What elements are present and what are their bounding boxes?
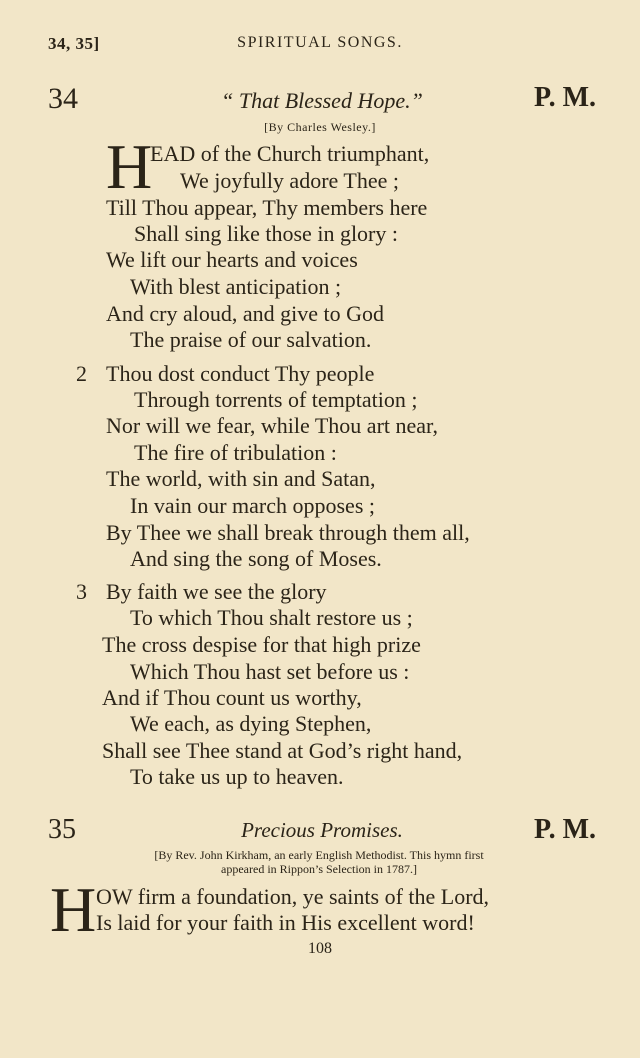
verse-line: The praise of our salvation. [130, 327, 372, 352]
verse-line: Shall sing like those in glory : [134, 221, 398, 246]
verse-line: The fire of tribulation : [134, 440, 337, 465]
verse-line: We joyfully adore Thee ; [180, 168, 399, 193]
hymn-meter: P. M. [534, 814, 596, 845]
running-head [48, 34, 592, 58]
verse-line: By Thee we shall break through them all, [106, 520, 470, 545]
verse-line: And if Thou count us worthy, [102, 685, 362, 710]
hymn-title: “ That Blessed Hope.” [221, 88, 423, 113]
hymn-meter: P. M. [534, 82, 596, 113]
verse-line: OW firm a foundation, ye saints of the Lord, [96, 884, 490, 909]
verse-number: 3 [76, 579, 87, 604]
verse-line: To take us up to heaven. [130, 764, 344, 789]
page-range: 34, 35] [48, 34, 100, 53]
verse-line: With blest anticipation ; [130, 274, 342, 299]
hymn-number: 35 [48, 814, 76, 845]
verse-line: We each, as dying Stephen, [130, 711, 372, 736]
hymn-35-heading [48, 814, 596, 848]
verse-line: The world, with sin and Satan, [106, 466, 376, 491]
verse-line: By faith we see the glory [106, 579, 327, 604]
drop-cap: H [106, 131, 153, 202]
verse-line: And cry aloud, and give to God [106, 301, 384, 326]
hymn-title: Precious Promises. [241, 818, 403, 842]
verse-line: Till Thou appear, Thy members here [106, 195, 428, 220]
verse-line: To which Thou shalt restore us ; [130, 605, 413, 630]
verse-line: We lift our hearts and voices [106, 247, 358, 272]
verse-line: Thou dost conduct Thy people [106, 361, 375, 386]
book-title: SPIRITUAL SONGS. [237, 34, 403, 51]
hymn-number: 34 [48, 82, 78, 115]
verse-line: Which Thou hast set before us : [130, 659, 410, 684]
verse-line: EAD of the Church triumphant, [150, 141, 430, 166]
verse-number: 2 [76, 361, 87, 386]
verse-line: Nor will we fear, while Thou art near, [106, 413, 438, 438]
hymn-34-heading [48, 82, 596, 116]
hymn-attribution [48, 848, 590, 876]
page-number: 108 [308, 940, 332, 957]
verse-line: The cross despise for that high prize [102, 632, 421, 657]
verse-line: Shall see Thee stand at God’s right hand, [102, 738, 463, 763]
verse-line: Is laid for your faith in His excellent word! [96, 910, 475, 935]
verse-line: Through torrents of temptation ; [134, 387, 418, 412]
hymn-attribution: [By Charles Wesley.] [264, 120, 376, 134]
attribution-line: [By Rev. John Kirkham, an early English Methodist. This hymn first [154, 848, 484, 862]
verse-line: In vain our march opposes ; [130, 493, 375, 518]
verse-line: And sing the song of Moses. [130, 546, 382, 571]
attribution-line: appeared in Rippon’s Selection in 1787.] [221, 862, 417, 876]
drop-cap: H [50, 874, 97, 945]
